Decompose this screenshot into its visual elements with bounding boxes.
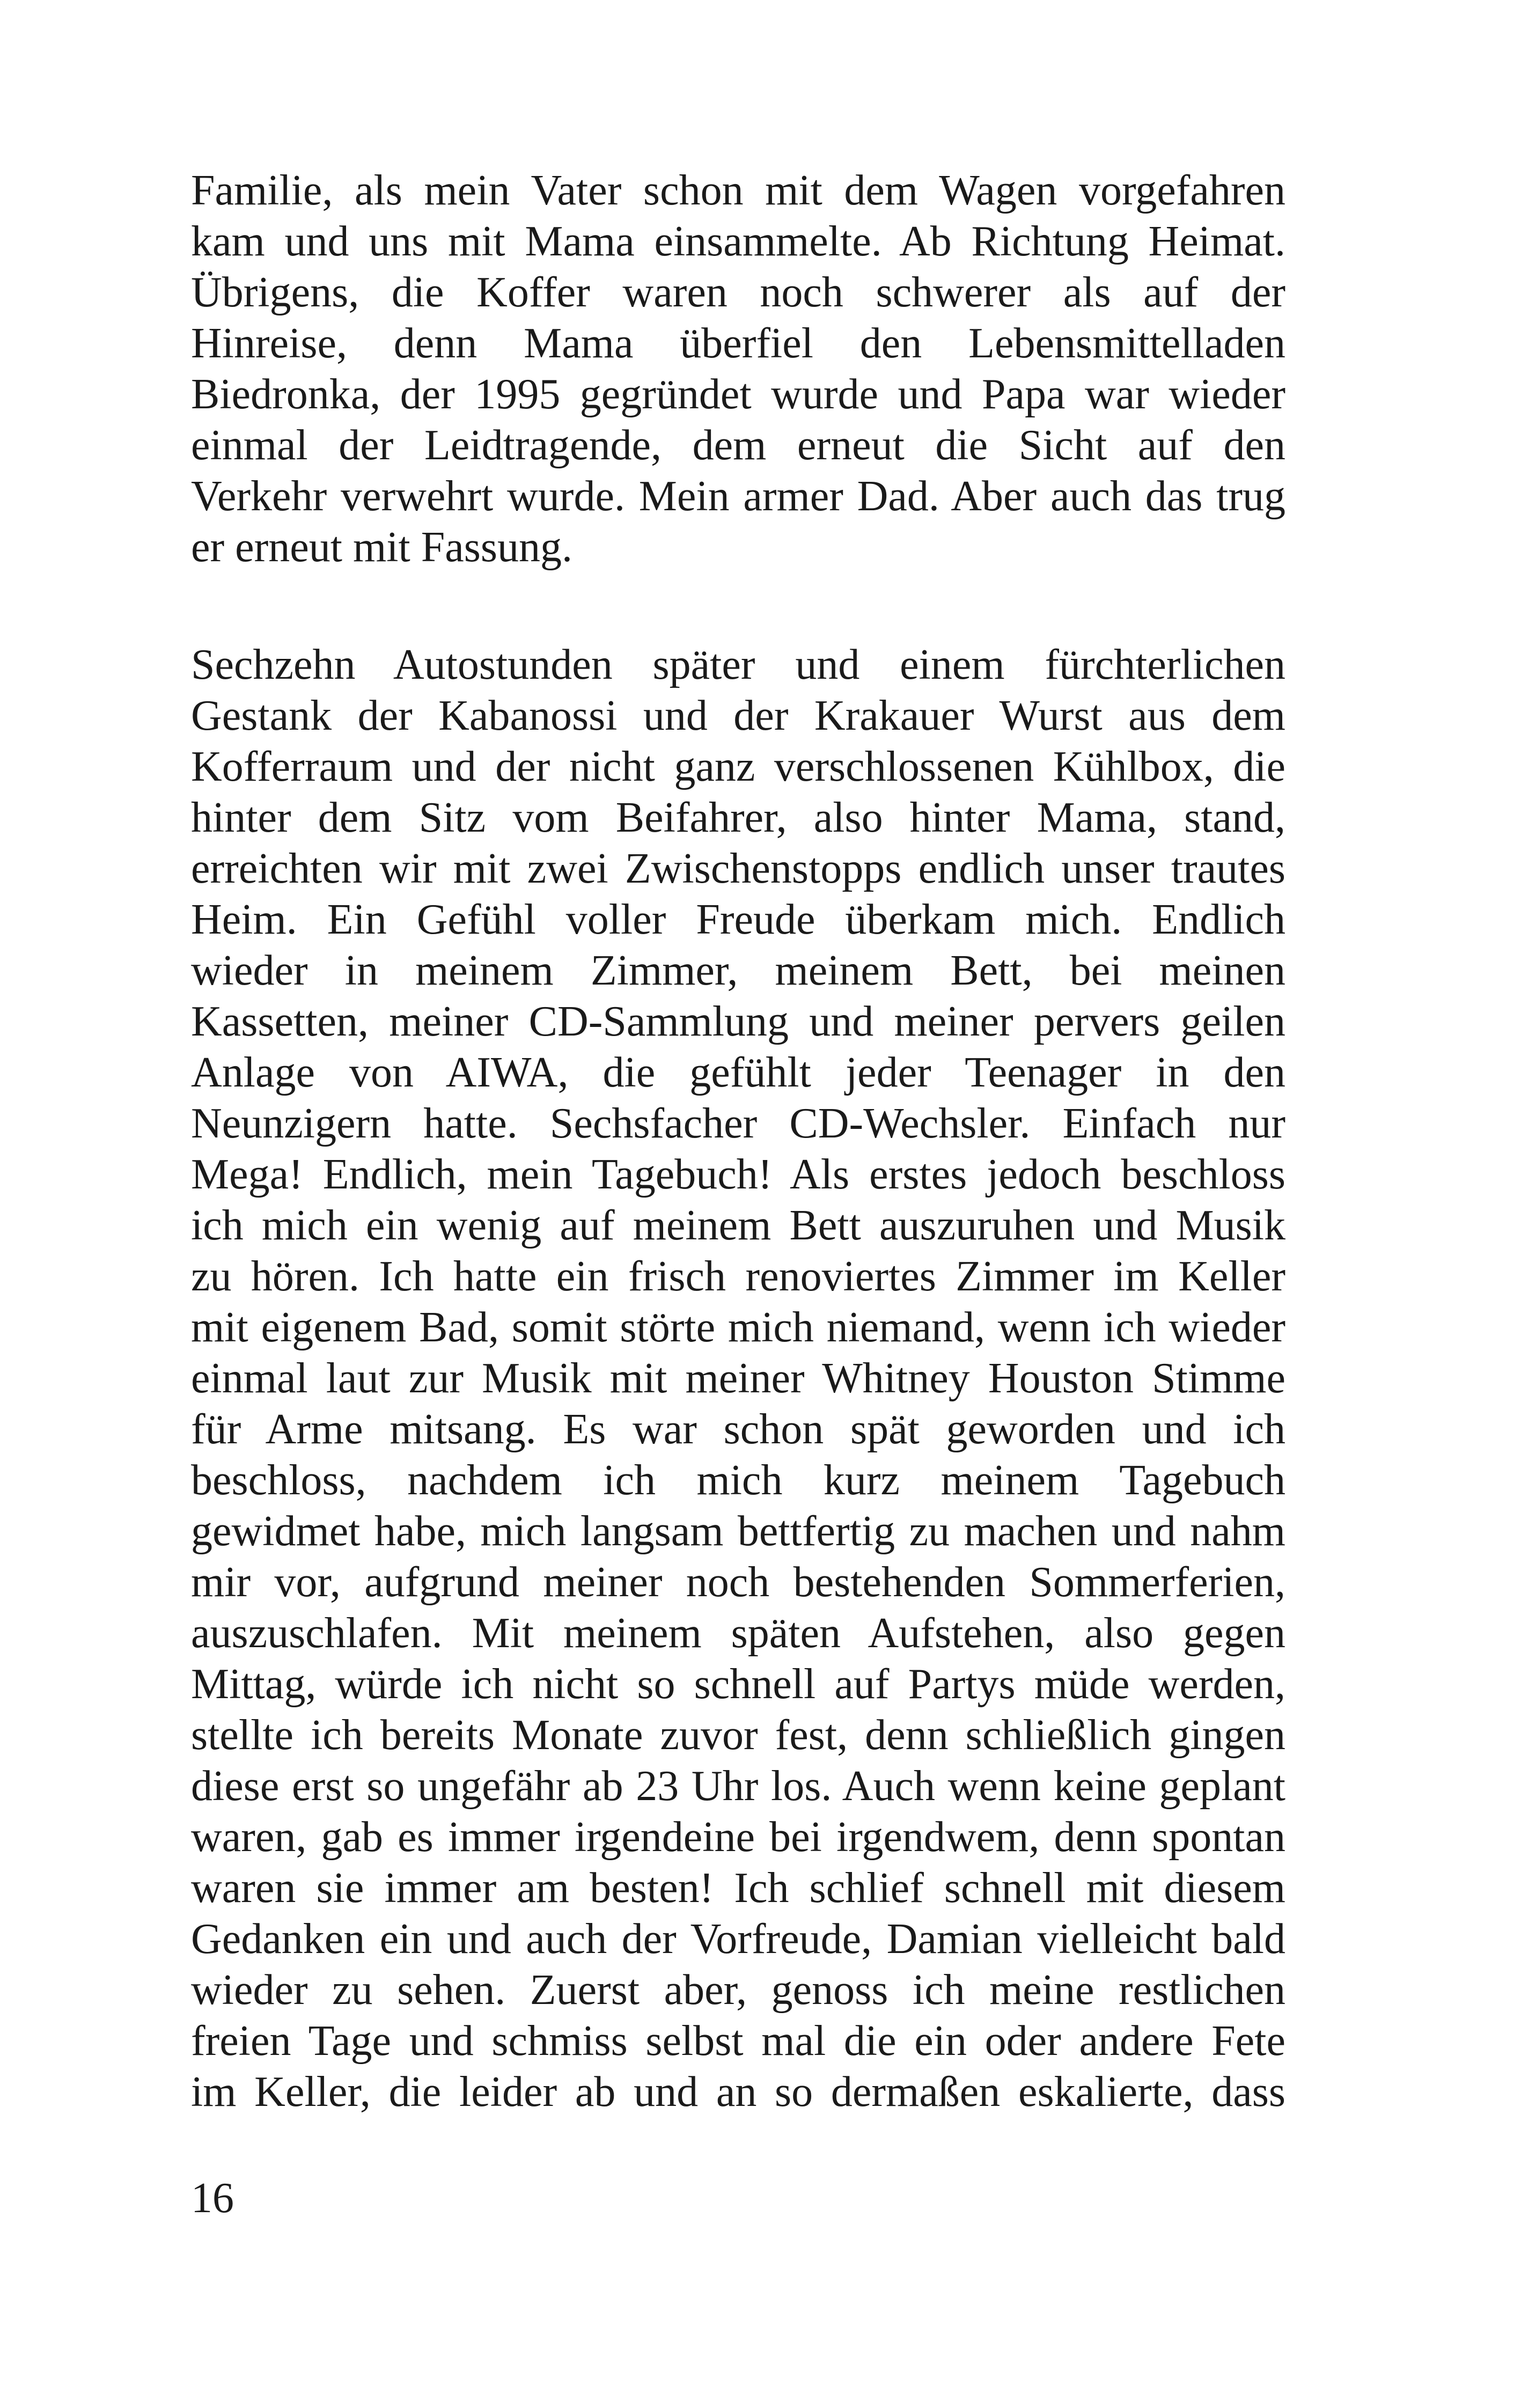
text-line: waren, gab es immer irgendeine bei irgendwem, denn spontan xyxy=(191,1814,1285,1861)
text-line: Übrigens, die Koffer waren noch schwerer als auf der xyxy=(191,269,1285,316)
text-line: Neunzigern hatte. Sechsfacher CD-Wechsler. Einfach nur xyxy=(191,1100,1285,1147)
text-line: er erneut mit Fassung. xyxy=(191,524,572,571)
text-line: mir vor, aufgrund meiner noch bestehenden Sommerferien, xyxy=(191,1559,1285,1606)
text-line: auszuschlafen. Mit meinem späten Aufstehen, also gegen xyxy=(191,1610,1285,1657)
text-line: Kassetten, meiner CD-Sammlung und meiner pervers geilen xyxy=(191,998,1285,1045)
text-line: wieder zu sehen. Zuerst aber, genoss ich meine restlichen xyxy=(191,1966,1285,2014)
text-line: Gedanken ein und auch der Vorfreude, Damian vielleicht bald xyxy=(191,1915,1285,1963)
text-line: Heim. Ein Gefühl voller Freude überkam mich. Endlich xyxy=(191,896,1285,943)
text-line: stellte ich bereits Monate zuvor fest, denn schließlich gingen xyxy=(191,1712,1285,1759)
text-line: beschloss, nachdem ich mich kurz meinem Tagebuch xyxy=(191,1457,1285,1504)
text-line: Sechzehn Autostunden später und einem fürchterlichen xyxy=(191,641,1285,688)
text-line: Hinreise, denn Mama überfiel den Lebensmittelladen xyxy=(191,320,1285,367)
text-line: Verkehr verwehrt wurde. Mein armer Dad. Aber auch das trug xyxy=(191,473,1285,520)
text-line: Familie, als mein Vater schon mit dem Wagen vorgefahren xyxy=(191,167,1285,214)
text-line: gewidmet habe, mich langsam bettfertig zu machen und nahm xyxy=(191,1508,1285,1555)
paragraph-1 xyxy=(191,165,1285,573)
text-line: zu hören. Ich hatte ein frisch renoviertes Zimmer im Keller xyxy=(191,1253,1285,1300)
text-line: einmal laut zur Musik mit meiner Whitney Houston Stimme xyxy=(191,1355,1285,1402)
text-line: waren sie immer am besten! Ich schlief schnell mit diesem xyxy=(191,1864,1285,1912)
text-line: Anlage von AIWA, die gefühlt jeder Teenager in den xyxy=(191,1049,1285,1096)
text-line: Kofferraum und der nicht ganz verschlossenen Kühlbox, die xyxy=(191,743,1285,790)
text-line: freien Tage und schmiss selbst mal die ein oder andere Fete xyxy=(191,2017,1285,2065)
text-line: Biedronka, der 1995 gegründet wurde und Papa war wieder xyxy=(191,371,1285,418)
text-line: einmal der Leidtragende, dem erneut die Sicht auf den xyxy=(191,422,1285,469)
text-line: kam und uns mit Mama einsammelte. Ab Richtung Heimat. xyxy=(191,218,1285,265)
paragraph-2 xyxy=(191,640,1285,2118)
text-line: für Arme mitsang. Es war schon spät geworden und ich xyxy=(191,1406,1285,1453)
text-line: erreichten wir mit zwei Zwischenstopps endlich unser trautes xyxy=(191,845,1285,892)
text-line: mit eigenem Bad, somit störte mich niemand, wenn ich wieder xyxy=(191,1304,1285,1351)
text-line: Mega! Endlich, mein Tagebuch! Als erstes jedoch beschloss xyxy=(191,1151,1285,1198)
page-number: 16 xyxy=(191,2175,234,2222)
text-line: wieder in meinem Zimmer, meinem Bett, bei meinen xyxy=(191,947,1285,994)
text-line: diese erst so ungefähr ab 23 Uhr los. Auch wenn keine geplant xyxy=(191,1763,1285,1810)
text-line: hinter dem Sitz vom Beifahrer, also hinter Mama, stand, xyxy=(191,794,1285,841)
text-line: Mittag, würde ich nicht so schnell auf Partys müde werden, xyxy=(191,1661,1285,1708)
text-line: ich mich ein wenig auf meinem Bett auszuruhen und Musik xyxy=(191,1202,1285,1249)
text-line: Gestank der Kabanossi und der Krakauer Wurst aus dem xyxy=(191,692,1285,739)
text-line: im Keller, die leider ab und an so dermaßen eskalierte, dass xyxy=(191,2068,1285,2116)
